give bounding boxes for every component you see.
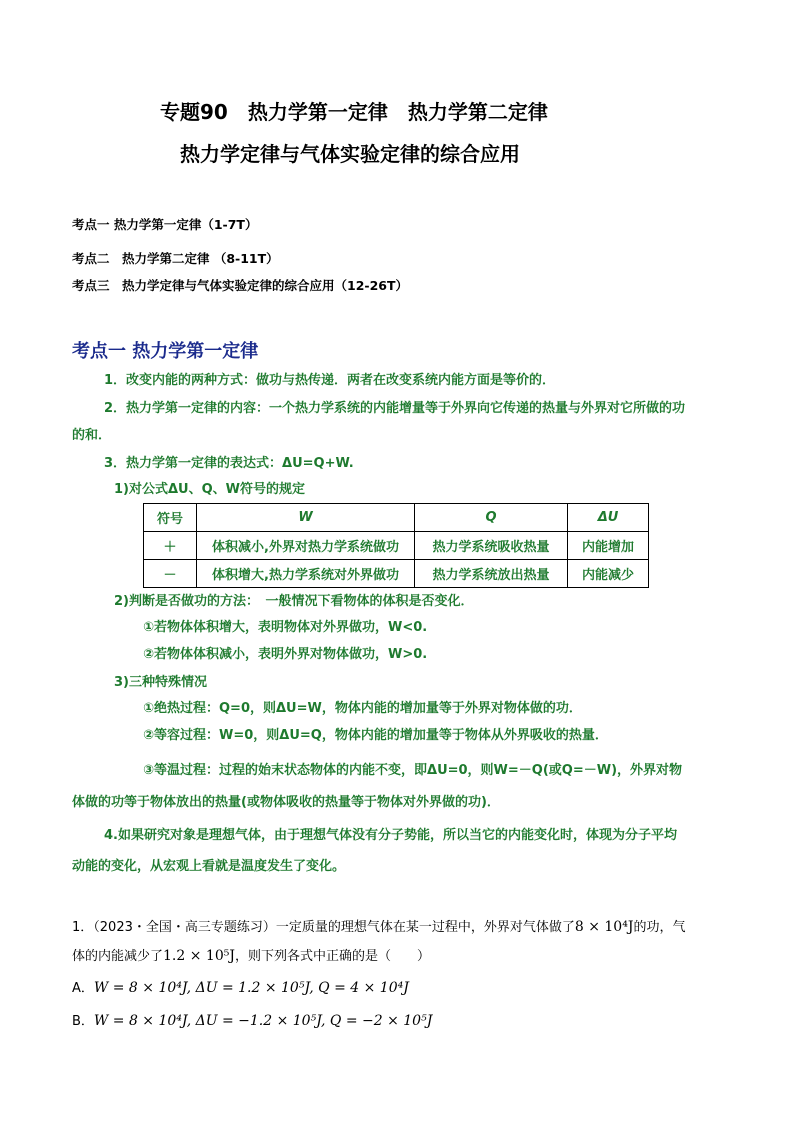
table-cell: 体积减小,外界对热力学系统做功	[197, 532, 415, 560]
table-header: ΔU	[568, 504, 649, 532]
question-stem-line2	[72, 945, 430, 964]
option-text: W = 8 × 10⁴J, ΔU = −1.2 × 10⁵J, Q = −2 × 10⁵J	[93, 1013, 433, 1029]
toc-item-1: 考点一 热力学第一定律（1-7T）	[72, 217, 258, 232]
question-text: ，则下列各式中正确的是（ ）	[234, 949, 430, 964]
question-text: 1．（2023・全国・高三专题练习）一定质量的理想气体在某一过程中，外界对气体做了	[72, 920, 575, 935]
subpoint-1: 1)对公式ΔU、Q、W符号的规定	[114, 482, 305, 497]
option-label: B．	[72, 1014, 94, 1029]
table-header: 符号	[144, 504, 197, 532]
section-heading: 考点一 热力学第一定律	[72, 341, 259, 362]
question-math: 8 × 10⁴J	[574, 919, 634, 935]
subpoint-3b: ②等容过程：W=0，则ΔU=Q，物体内能的增加量等于物体从外界吸收的热量．	[143, 728, 608, 743]
question-text: 的功，气	[633, 920, 686, 935]
table-header-row	[144, 504, 649, 532]
table-cell: 内能减少	[568, 560, 649, 588]
table-cell: ＋	[144, 532, 197, 560]
question-math: 1.2 × 10⁵J	[163, 948, 235, 964]
point-3: 3．热力学第一定律的表达式：ΔU=Q+W.	[104, 456, 354, 471]
table-cell: 体积增大,热力学系统对外界做功	[197, 560, 415, 588]
table-row	[144, 532, 649, 560]
page-subtitle: 热力学定律与气体实验定律的综合应用	[180, 142, 520, 166]
point-2-line2: 的和．	[72, 428, 112, 443]
table-row	[144, 560, 649, 588]
toc-item-2: 考点二 热力学第二定律 （8-11T）	[72, 251, 279, 266]
point-1: 1．改变内能的两种方式：做功与热传递．两者在改变系统内能方面是等价的．	[104, 373, 556, 388]
toc-item-3: 考点三 热力学定律与气体实验定律的综合应用（12-26T）	[72, 278, 409, 293]
table-cell: 内能增加	[568, 532, 649, 560]
option-label: A．	[72, 981, 94, 996]
point-4-line1: 4.如果研究对象是理想气体，由于理想气体没有分子势能，所以当它的内能变化时，体现为分子平均	[104, 828, 677, 843]
subpoint-3c-line2: 体做的功等于物体放出的热量(或物体吸收的热量等于物体对外界做的功)．	[72, 795, 500, 810]
subpoint-3a: ①绝热过程：Q=0，则ΔU=W，物体内能的增加量等于外界对物体做的功．	[143, 701, 582, 716]
subpoint-2a: ①若物体体积增大，表明物体对外界做功，W<0.	[143, 620, 428, 635]
page-title: 专题90 热力学第一定律 热力学第二定律	[160, 100, 548, 124]
point-2-line1: 2．热力学第一定律的内容：一个热力学系统的内能增量等于外界向它传递的热量与外界对它所做的功	[104, 401, 686, 416]
sign-convention-table	[143, 503, 649, 588]
option-a	[72, 977, 409, 996]
subpoint-2b: ②若物体体积减小，表明外界对物体做功，W>0.	[143, 647, 428, 662]
point-4-line2: 动能的变化，从宏观上看就是温度发生了变化。	[72, 859, 346, 874]
table-cell: －	[144, 560, 197, 588]
option-b	[72, 1010, 432, 1029]
table-cell: 热力学系统放出热量	[415, 560, 568, 588]
subpoint-3c-line1: ③等温过程：过程的始末状态物体的内能不变，即ΔU=0，则W=－Q(或Q=－W)，外界对物	[143, 763, 683, 778]
table-header: Q	[415, 504, 568, 532]
option-text: W = 8 × 10⁴J, ΔU = 1.2 × 10⁵J, Q = 4 × 10⁴J	[93, 980, 409, 996]
subpoint-2: 2)判断是否做功的方法： 一般情况下看物体的体积是否变化．	[114, 594, 474, 609]
subpoint-3: 3)三种特殊情况	[114, 675, 207, 690]
table-cell: 热力学系统吸收热量	[415, 532, 568, 560]
question-text: 体的内能减少了	[72, 949, 164, 964]
table-header: W	[197, 504, 415, 532]
question-stem-line1	[72, 916, 685, 935]
